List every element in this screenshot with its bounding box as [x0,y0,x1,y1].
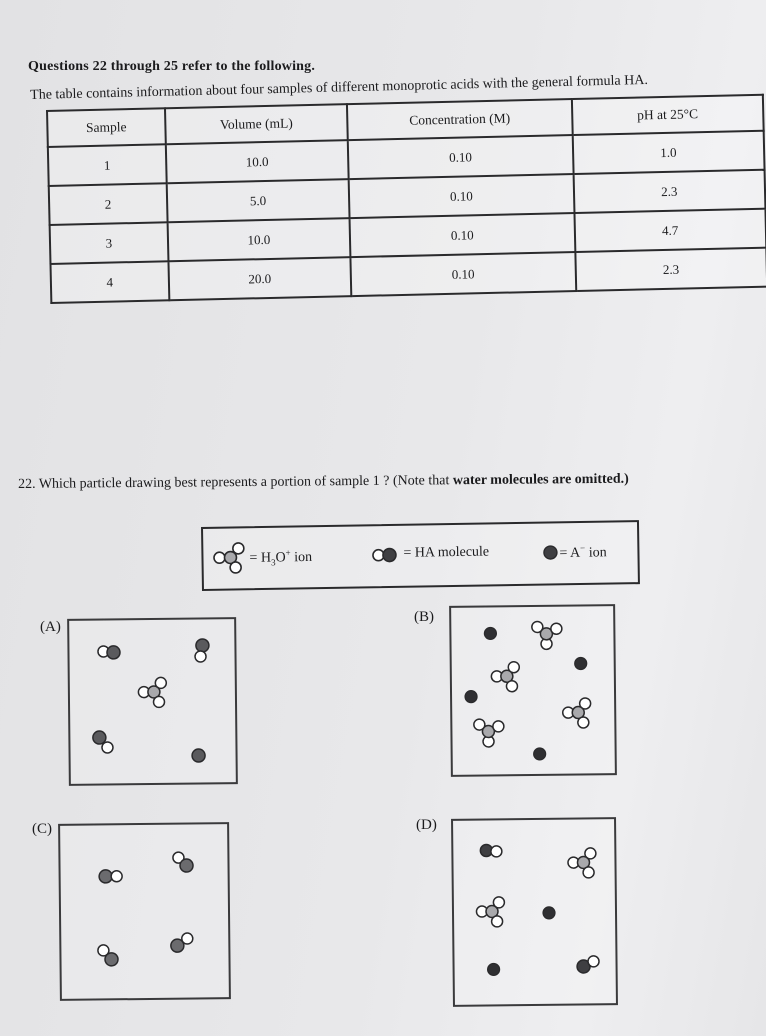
cell-concentration: 0.10 [349,174,574,218]
cell-sample: 2 [49,183,168,225]
ha-molecule [173,852,193,872]
particle-legend [201,520,640,591]
ha-molecule-icon [368,544,404,567]
col-header-volume: Volume (mL) [165,104,348,144]
acid-samples-table [46,94,766,304]
legend-h3o-label [249,547,312,567]
cell-sample: 3 [50,222,169,264]
h3o-ion [563,698,591,728]
option-d-drawing[interactable] [451,817,618,1007]
a-ion [488,963,500,975]
a-ion-icon [539,541,561,563]
cell-concentration: 0.10 [350,213,575,257]
a-ion [543,907,555,919]
h3o-ion [476,897,504,927]
legend-ha-label: = HA molecule [403,544,490,561]
ha-molecule [577,956,599,973]
cell-volume: 20.0 [168,257,351,300]
option-d-label[interactable]: (D) [416,817,437,833]
h3o-ion [474,719,504,747]
ha-molecule [195,639,209,662]
cell-concentration: 0.10 [351,252,576,296]
option-c-drawing[interactable] [58,822,231,1001]
ha-molecule [480,844,502,857]
legend-h3o-sub: 3 [271,557,276,568]
ha-molecule [98,646,120,659]
h3o-ion [532,621,562,649]
cell-ph: 4.7 [574,209,766,252]
ha-molecule [99,870,122,883]
h3o-ion [568,848,596,878]
col-header-concentration [347,99,572,140]
question-number: 22. [18,476,36,492]
option-c-label[interactable]: (C) [32,821,52,837]
legend-a-suffix: ion [585,545,607,561]
a-ion [465,691,477,703]
h3o-ion [138,677,166,707]
questions-heading: Questions 22 through 25 refer to the following. [28,59,316,74]
cell-ph: 2.3 [575,248,766,291]
ha-molecule [93,731,113,753]
a-ion [192,749,205,762]
legend-a-prefix: = A [559,545,581,562]
option-a-drawing[interactable] [67,617,238,786]
legend-a-sup: − [580,542,586,554]
cell-sample: 1 [48,144,167,186]
question-note-bold: water molecules are omitted.) [452,471,629,489]
h3o-ion-icon [209,536,248,579]
legend-h3o-sup: + [285,547,291,558]
legend-h3o-prefix: = H [249,550,272,566]
col-header-concentration-text: Concentration (M) [409,110,511,128]
legend-h3o-mid: O [275,550,286,566]
option-b-label[interactable]: (B) [414,609,434,625]
cell-concentration: 0.10 [348,135,573,179]
col-header-sample: Sample [47,108,165,147]
cell-ph: 2.3 [573,170,765,213]
a-ion [484,627,496,639]
cell-sample: 4 [50,261,169,303]
intro-text: The table contains information about four samples of different monoprotic acids with the general formula HA. [30,72,649,103]
option-a-label[interactable]: (A) [40,619,61,635]
cell-volume: 10.0 [167,218,350,261]
col-header-ph: pH at 25°C [571,95,763,135]
ha-molecule [98,945,118,966]
h3o-ion [491,662,519,692]
legend-a-label [559,543,606,562]
cell-volume: 10.0 [166,140,349,183]
cell-volume: 5.0 [166,179,349,222]
option-b-drawing[interactable] [449,604,617,777]
question-22 [18,472,629,493]
cell-ph: 1.0 [572,131,764,174]
a-ion [534,748,546,760]
legend-h3o-suffix: ion [290,549,313,566]
a-ion [575,657,587,669]
question-text: Which particle drawing best represents a portion of sample 1 ? (Note that [38,473,453,492]
ha-molecule [171,933,193,952]
